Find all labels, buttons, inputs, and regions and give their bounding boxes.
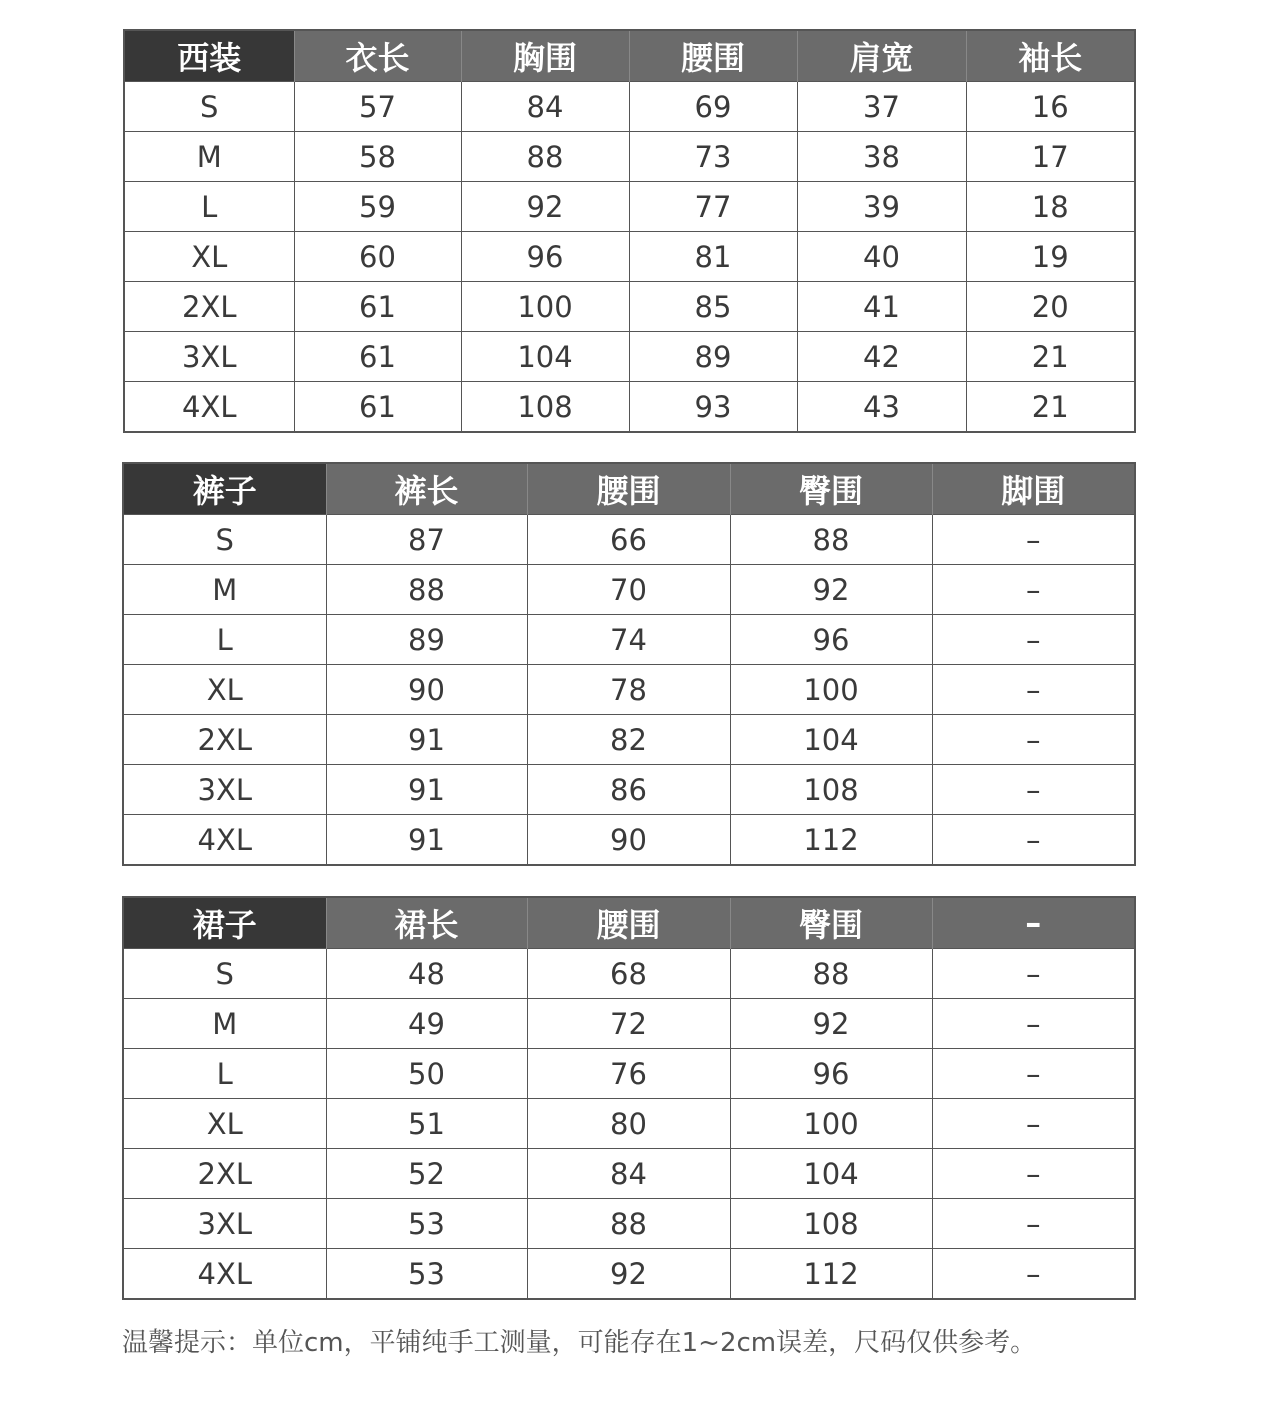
measurement-cell: 80 bbox=[527, 1099, 730, 1149]
measurement-cell: 100 bbox=[461, 282, 629, 332]
measurement-cell: 86 bbox=[527, 765, 730, 815]
measurement-cell: 16 bbox=[966, 82, 1135, 132]
table-header-row bbox=[123, 897, 1135, 949]
size-label-cell: 4XL bbox=[123, 815, 326, 866]
size-label-cell: XL bbox=[123, 665, 326, 715]
size-label-cell: L bbox=[124, 182, 294, 232]
measurement-cell: 51 bbox=[326, 1099, 527, 1149]
measurement-cell: 20 bbox=[966, 282, 1135, 332]
size-label-cell: S bbox=[123, 949, 326, 999]
measurement-cell: 108 bbox=[730, 1199, 932, 1249]
column-header: 腰围 bbox=[527, 897, 730, 949]
measurement-cell: – bbox=[932, 665, 1135, 715]
table-row bbox=[123, 515, 1135, 565]
table-row bbox=[123, 1049, 1135, 1099]
table-row bbox=[123, 999, 1135, 1049]
measurement-cell: 61 bbox=[294, 282, 461, 332]
measurement-cell: 90 bbox=[326, 665, 527, 715]
measurement-cell: 41 bbox=[797, 282, 966, 332]
measurement-cell: – bbox=[932, 765, 1135, 815]
measurement-tip: 温馨提示：单位cm，平铺纯手工测量，可能存在1~2cm误差，尺码仅供参考。 bbox=[122, 1328, 1037, 1358]
column-header: 腰围 bbox=[527, 463, 730, 515]
size-label-cell: M bbox=[124, 132, 294, 182]
table-row bbox=[124, 332, 1135, 382]
measurement-cell: – bbox=[932, 1199, 1135, 1249]
measurement-cell: 100 bbox=[730, 1099, 932, 1149]
table-corner-header: 西装 bbox=[124, 30, 294, 82]
measurement-cell: – bbox=[932, 515, 1135, 565]
measurement-cell: 43 bbox=[797, 382, 966, 433]
measurement-cell: 104 bbox=[461, 332, 629, 382]
table-row bbox=[124, 382, 1135, 433]
measurement-cell: 58 bbox=[294, 132, 461, 182]
table-row bbox=[123, 1099, 1135, 1149]
table-row bbox=[123, 615, 1135, 665]
measurement-cell: 73 bbox=[629, 132, 797, 182]
measurement-cell: 96 bbox=[461, 232, 629, 282]
measurement-cell: 91 bbox=[326, 815, 527, 866]
measurement-cell: 53 bbox=[326, 1249, 527, 1300]
measurement-cell: 92 bbox=[527, 1249, 730, 1300]
measurement-cell: 92 bbox=[730, 999, 932, 1049]
measurement-cell: – bbox=[932, 1149, 1135, 1199]
measurement-cell: – bbox=[932, 1099, 1135, 1149]
measurement-cell: 92 bbox=[730, 565, 932, 615]
measurement-cell: 90 bbox=[527, 815, 730, 866]
measurement-cell: 88 bbox=[730, 515, 932, 565]
measurement-cell: 21 bbox=[966, 332, 1135, 382]
measurement-cell: 89 bbox=[326, 615, 527, 665]
size-label-cell: 4XL bbox=[124, 382, 294, 433]
measurement-cell: 37 bbox=[797, 82, 966, 132]
table-corner-header: 裙子 bbox=[123, 897, 326, 949]
table-row bbox=[123, 1149, 1135, 1199]
table-row bbox=[124, 282, 1135, 332]
table-row bbox=[124, 82, 1135, 132]
measurement-cell: 68 bbox=[527, 949, 730, 999]
measurement-cell: 108 bbox=[730, 765, 932, 815]
size-label-cell: L bbox=[123, 615, 326, 665]
measurement-cell: 88 bbox=[527, 1199, 730, 1249]
measurement-cell: 92 bbox=[461, 182, 629, 232]
measurement-cell: 78 bbox=[527, 665, 730, 715]
table-header-row bbox=[124, 30, 1135, 82]
measurement-cell: 91 bbox=[326, 715, 527, 765]
measurement-cell: 52 bbox=[326, 1149, 527, 1199]
size-label-cell: 3XL bbox=[124, 332, 294, 382]
measurement-cell: 53 bbox=[326, 1199, 527, 1249]
size-label-cell: S bbox=[124, 82, 294, 132]
measurement-cell: 96 bbox=[730, 1049, 932, 1099]
column-header: 臀围 bbox=[730, 897, 932, 949]
measurement-cell: 18 bbox=[966, 182, 1135, 232]
measurement-cell: 82 bbox=[527, 715, 730, 765]
measurement-cell: 84 bbox=[527, 1149, 730, 1199]
table-row bbox=[123, 815, 1135, 866]
measurement-cell: 76 bbox=[527, 1049, 730, 1099]
size-label-cell: 4XL bbox=[123, 1249, 326, 1300]
table-row bbox=[123, 1249, 1135, 1300]
measurement-cell: 69 bbox=[629, 82, 797, 132]
size-label-cell: 3XL bbox=[123, 765, 326, 815]
column-header: 衣长 bbox=[294, 30, 461, 82]
measurement-cell: 81 bbox=[629, 232, 797, 282]
measurement-cell: 91 bbox=[326, 765, 527, 815]
size-label-cell: XL bbox=[123, 1099, 326, 1149]
size-label-cell: M bbox=[123, 999, 326, 1049]
size-label-cell: M bbox=[123, 565, 326, 615]
measurement-cell: 112 bbox=[730, 815, 932, 866]
measurement-cell: – bbox=[932, 949, 1135, 999]
measurement-cell: 50 bbox=[326, 1049, 527, 1099]
size-label-cell: XL bbox=[124, 232, 294, 282]
measurement-cell: 17 bbox=[966, 132, 1135, 182]
size-label-cell: L bbox=[123, 1049, 326, 1099]
size-label-cell: S bbox=[123, 515, 326, 565]
table-row bbox=[124, 182, 1135, 232]
table-corner-header: 裤子 bbox=[123, 463, 326, 515]
column-header: 胸围 bbox=[461, 30, 629, 82]
measurement-cell: – bbox=[932, 999, 1135, 1049]
table-row bbox=[123, 765, 1135, 815]
measurement-cell: 104 bbox=[730, 1149, 932, 1199]
measurement-cell: – bbox=[932, 1249, 1135, 1300]
measurement-cell: 84 bbox=[461, 82, 629, 132]
measurement-cell: – bbox=[932, 815, 1135, 866]
size-label-cell: 2XL bbox=[123, 1149, 326, 1199]
measurement-cell: 39 bbox=[797, 182, 966, 232]
measurement-cell: 49 bbox=[326, 999, 527, 1049]
measurement-cell: 19 bbox=[966, 232, 1135, 282]
measurement-cell: 89 bbox=[629, 332, 797, 382]
table-row bbox=[123, 715, 1135, 765]
size-label-cell: 2XL bbox=[124, 282, 294, 332]
measurement-cell: 104 bbox=[730, 715, 932, 765]
measurement-cell: 74 bbox=[527, 615, 730, 665]
measurement-cell: 72 bbox=[527, 999, 730, 1049]
skirt-size-table bbox=[122, 896, 1136, 1300]
measurement-cell: 85 bbox=[629, 282, 797, 332]
measurement-cell: 108 bbox=[461, 382, 629, 433]
measurement-cell: – bbox=[932, 615, 1135, 665]
measurement-cell: 21 bbox=[966, 382, 1135, 433]
measurement-cell: 96 bbox=[730, 615, 932, 665]
measurement-cell: 38 bbox=[797, 132, 966, 182]
column-header: 臀围 bbox=[730, 463, 932, 515]
column-header: 腰围 bbox=[629, 30, 797, 82]
measurement-cell: 60 bbox=[294, 232, 461, 282]
column-header: 肩宽 bbox=[797, 30, 966, 82]
pants-size-table bbox=[122, 462, 1136, 866]
measurement-cell: 88 bbox=[326, 565, 527, 615]
measurement-cell: 40 bbox=[797, 232, 966, 282]
measurement-cell: 100 bbox=[730, 665, 932, 715]
table-row bbox=[124, 132, 1135, 182]
suit-size-table bbox=[123, 29, 1136, 433]
table-header-row bbox=[123, 463, 1135, 515]
table-row bbox=[124, 232, 1135, 282]
measurement-cell: 59 bbox=[294, 182, 461, 232]
measurement-cell: 112 bbox=[730, 1249, 932, 1300]
measurement-cell: 66 bbox=[527, 515, 730, 565]
measurement-cell: – bbox=[932, 1049, 1135, 1099]
table-row bbox=[123, 1199, 1135, 1249]
measurement-cell: 61 bbox=[294, 332, 461, 382]
size-label-cell: 2XL bbox=[123, 715, 326, 765]
measurement-cell: – bbox=[932, 565, 1135, 615]
measurement-cell: 61 bbox=[294, 382, 461, 433]
table-row bbox=[123, 949, 1135, 999]
measurement-cell: 57 bbox=[294, 82, 461, 132]
measurement-cell: 42 bbox=[797, 332, 966, 382]
measurement-cell: 70 bbox=[527, 565, 730, 615]
column-header: – bbox=[932, 897, 1135, 949]
column-header: 袖长 bbox=[966, 30, 1135, 82]
column-header: 裙长 bbox=[326, 897, 527, 949]
measurement-cell: 87 bbox=[326, 515, 527, 565]
measurement-cell: – bbox=[932, 715, 1135, 765]
measurement-cell: 88 bbox=[461, 132, 629, 182]
measurement-cell: 77 bbox=[629, 182, 797, 232]
measurement-cell: 48 bbox=[326, 949, 527, 999]
measurement-cell: 88 bbox=[730, 949, 932, 999]
column-header: 脚围 bbox=[932, 463, 1135, 515]
table-row bbox=[123, 565, 1135, 615]
table-row bbox=[123, 665, 1135, 715]
column-header: 裤长 bbox=[326, 463, 527, 515]
size-label-cell: 3XL bbox=[123, 1199, 326, 1249]
measurement-cell: 93 bbox=[629, 382, 797, 433]
